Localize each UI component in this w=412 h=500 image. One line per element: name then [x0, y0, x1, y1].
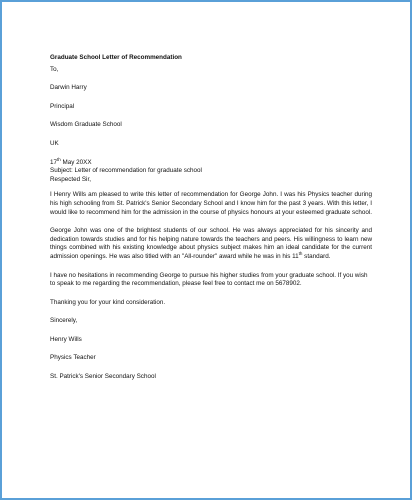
paragraph-2-end: standard.: [302, 252, 331, 260]
letter-body: [50, 54, 372, 382]
recipient-title: Principal: [50, 102, 75, 110]
date-rest: May 20XX: [60, 158, 92, 166]
sender-title: Physics Teacher: [50, 354, 96, 362]
thanks-line: Thanking you for your kind consideration.: [50, 298, 166, 306]
subject-line: Subject: Letter of recommendation for graduate school: [50, 167, 202, 175]
closing: Sincerely,: [50, 317, 78, 325]
paragraph-1: I Henry Wills am pleased to write this letter of recommendation for George John. I was his Physics teacher during his high schooling from St. Patrick's Senior Secondary School and I know him for the past 3 years. With this letter, I would like to recommend him for the admission in the course of physics honours at your esteemed graduate school.: [50, 191, 373, 216]
date-suffix: th: [57, 156, 61, 162]
letter-title: Graduate School Letter of Recommendation: [50, 54, 182, 61]
sender-school: St. Patrick's Senior Secondary School: [50, 373, 156, 381]
sender-name: Henry Wills: [50, 335, 82, 343]
recipient-country: UK: [50, 139, 59, 147]
paragraph-2-sup: th: [298, 250, 303, 256]
recipient-name: Darwin Harry: [50, 84, 87, 92]
to-line: To,: [50, 65, 59, 73]
paragraph-3: I have no hesitations in recommending George to pursue his higher studies from your graduate school. If you wish to speak to me regarding the recommendation, please feel free to contact me on 5678902.: [50, 271, 368, 288]
recipient-school: Wisdom Graduate School: [50, 121, 122, 129]
paragraph-2-main: George John was one of the brightest students of our school. He was always appreciated for his sincerity and dedication towards studies and for his helping nature towards the teachers and peers. His willingness to learn new things combined with his existing knowledge about physics subject makes him an ideal candidate for the current admission openings. He was also titled with an "All-rounder" award while he was in his 11: [50, 227, 372, 260]
date-day: 17: [50, 158, 58, 166]
letter-date: [50, 156, 372, 168]
salutation: Respected Sir,: [50, 175, 91, 183]
paragraph-2: [50, 227, 372, 261]
